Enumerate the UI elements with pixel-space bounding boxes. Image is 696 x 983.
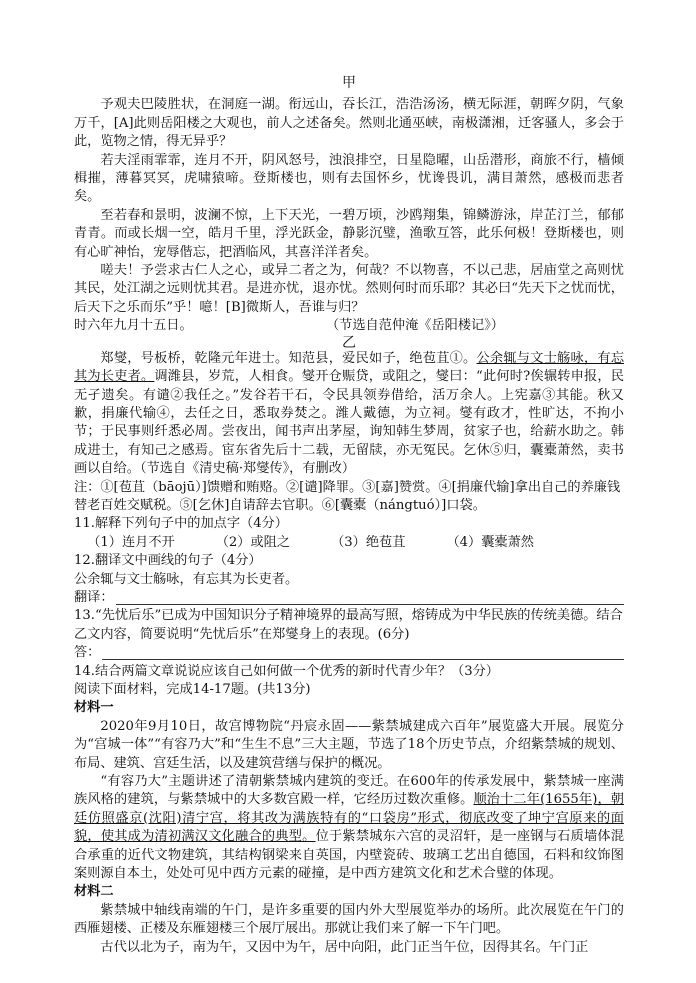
underlined-sentence: 公余辄与文士觞咏，有忘其为长吏者。 bbox=[74, 350, 625, 385]
answer-line-13[interactable]: 答： bbox=[74, 644, 624, 662]
answer-blank[interactable] bbox=[102, 644, 624, 660]
question-14: 14.结合两篇文章说说应该自己如何做一个优秀的新时代青少年？（3分） bbox=[74, 663, 499, 679]
question-11-options: （1）连月不开 （2）或阻之 （3）绝苞苴 （4）囊橐萧然 bbox=[87, 534, 534, 550]
paragraph: 古代以北为子，南为午，又因中为午，居中向阳，此门正当午位，因得其名。午门正 bbox=[100, 939, 589, 955]
underlined-sentence: 顺治十二年(1655年)，朝廷仿照盛京(沈阳)清宁宫，将其改为满族特有的“口袋房”形式，彻底改变了坤宁宫原来的面貌，使其成为清初满汉文化融合的典型。 bbox=[74, 792, 624, 845]
notes: 注：①[苞苴（bāojū）]馈赠和贿赂。②[谴]降罪。③[嘉]赞赏。④[捐廉代输]拿出自己的养廉钱替老百姓交赋税。⑤[乞休]自请辞去官职。⑥[囊橐（nángtuó）]口袋。 bbox=[74, 479, 621, 513]
material-2-heading: 材料二 bbox=[74, 884, 114, 900]
paragraph: 郑燮，号板桥，乾隆元年进士。知范县，爱民如子，绝苞苴①。公余辄与文士觞咏，有忘其为长吏者。调潍县，岁荒，人相食。燮开仓赈贷，或阻之，燮曰：“此何时?俟辗转申报，民无孑遗矣。有谴②我任之。”发谷若干石，令民具领券借给，活万余人。上宪嘉③其能。秋又歉，捐廉代输④，去任之日，悉取券焚之。潍人戴德，为立祠。燮有政才，性旷达，不拘小节；于民事则纤悉必周。尝夜出，闻书声出茅屋，询知韩生梦周，贫家子也，给薪水助之。韩成进士，有知己之感焉。宦东省先后十二载，无留牍，亦无冤民。乞休⑤归，囊橐萧然，卖书画以自给。（节选自《清史稿·郑燮传》，有删改） bbox=[74, 350, 625, 477]
question-11: 11.解释下列句子中的加点字（4分） bbox=[74, 516, 288, 532]
section-title-yi: 乙 bbox=[342, 334, 356, 351]
paragraph: 紫禁城中轴线南端的午门，是许多重要的国内外大型展览举办的场所。此次展览在午门的西雁翅楼、正楼及东雁翅楼三个展厅展出。那就让我们来了解一下午门吧。 bbox=[74, 902, 624, 937]
answer-blank[interactable] bbox=[116, 589, 624, 605]
reading-instruction: 阅读下面材料，完成14-17题。(共13分) bbox=[74, 682, 311, 697]
section-title-jia: 甲 bbox=[342, 75, 356, 91]
material-1-heading: 材料一 bbox=[74, 700, 114, 716]
date-source-line bbox=[74, 317, 624, 335]
paragraph: 2020年9月10日，故宫博物院“丹宸永固——紫禁城建成六百年”展览盛大开展。展览分为“宫城一体”“有容乃大”和“生生不息”三大主题，节选了18个历史节点，介绍紫禁城的规划、布局、建筑、宫廷生活，以及建筑营缮与保护的概况。 bbox=[74, 718, 624, 771]
paragraph: 至若春和景明，波澜不惊，上下天光，一碧万顷，沙鸥翔集，锦鳞游泳，岸芷汀兰，郁郁青青。而或长烟一空，皓月千里，浮光跃金，静影沉璧，渔歌互答，此乐何极！登斯楼也，则有心旷神怡，宠辱偕忘，把酒临风，其喜洋洋者矣。 bbox=[74, 207, 624, 260]
paragraph: 嗟夫！予尝求古仁人之心，或异二者之为，何哉？不以物喜，不以己悲，居庙堂之高则忧其民，处江湖之远则忧其君。是进亦忧，退亦忧。然则何时而乐耶？其必曰“先天下之忧而忧，后天下之乐而乐”乎！噫！[B]微斯人，吾谁与归？ bbox=[74, 263, 624, 315]
question-12: 12.翻译文中画线的句子（4分） bbox=[74, 553, 262, 569]
question-13: 13.“先忧后乐”已成为中国知识分子精神境界的最高写照，熔铸成为中华民族的传统美德。结合乙文内容，简要说明“先忧后乐”在郑燮身上的表现。(6分) bbox=[74, 608, 623, 642]
paragraph: 若夫淫雨霏霏，连月不开，阴风怒号，浊浪排空，日星隐曜，山岳潜形，商旅不行，樯倾楫摧，薄暮冥冥，虎啸猿啼。登斯楼也，则有去国怀乡，忧谗畏讥，满目萧然，感极而悲者矣。 bbox=[74, 152, 624, 205]
date-text: 时六年九月十五日。 bbox=[74, 318, 193, 334]
paragraph: 予观夫巴陵胜状，在洞庭一湖。衔远山，吞长江，浩浩汤汤，横无际涯，朝晖夕阴，气象万千，[A]此则岳阳楼之大观也，前人之述备矣。然则北通巫峡，南极潇湘，迁客骚人，多会于此，览物之情，得无异乎？ bbox=[74, 97, 624, 150]
paragraph: “有容乃大”主题讲述了清朝紫禁城内建筑的变迁。在600年的传承发展中，紫禁城一座满族风格的建筑，与紫禁城中的大多数宫殿一样，它经历过数次重修。顺治十二年(1655年)，朝廷仿照盛京(沈阳)清宁宫，将其改为满族特有的“口袋房”形式，彻底改变了坤宁宫原来的面貌，使其成为清初满汉文化融合的典型。位于紫禁城东六宫的灵沼轩，是一座钢与石质墙体混合承重的近代文物建筑，其结构钢梁来自英国，内壁瓷砖、玻璃工艺出自德国，石料和纹饰图案则源自本土，处处可见中西方元素的碰撞，是中西方建筑文化和艺术合璧的体现。 bbox=[74, 774, 625, 882]
question-12-sentence: 公余辄与文士觞咏，有忘其为长吏者。 bbox=[74, 571, 299, 587]
source-note: （节选自范仲淹《岳阳楼记》） bbox=[325, 318, 504, 334]
answer-line-12[interactable]: 翻译： bbox=[74, 589, 624, 607]
